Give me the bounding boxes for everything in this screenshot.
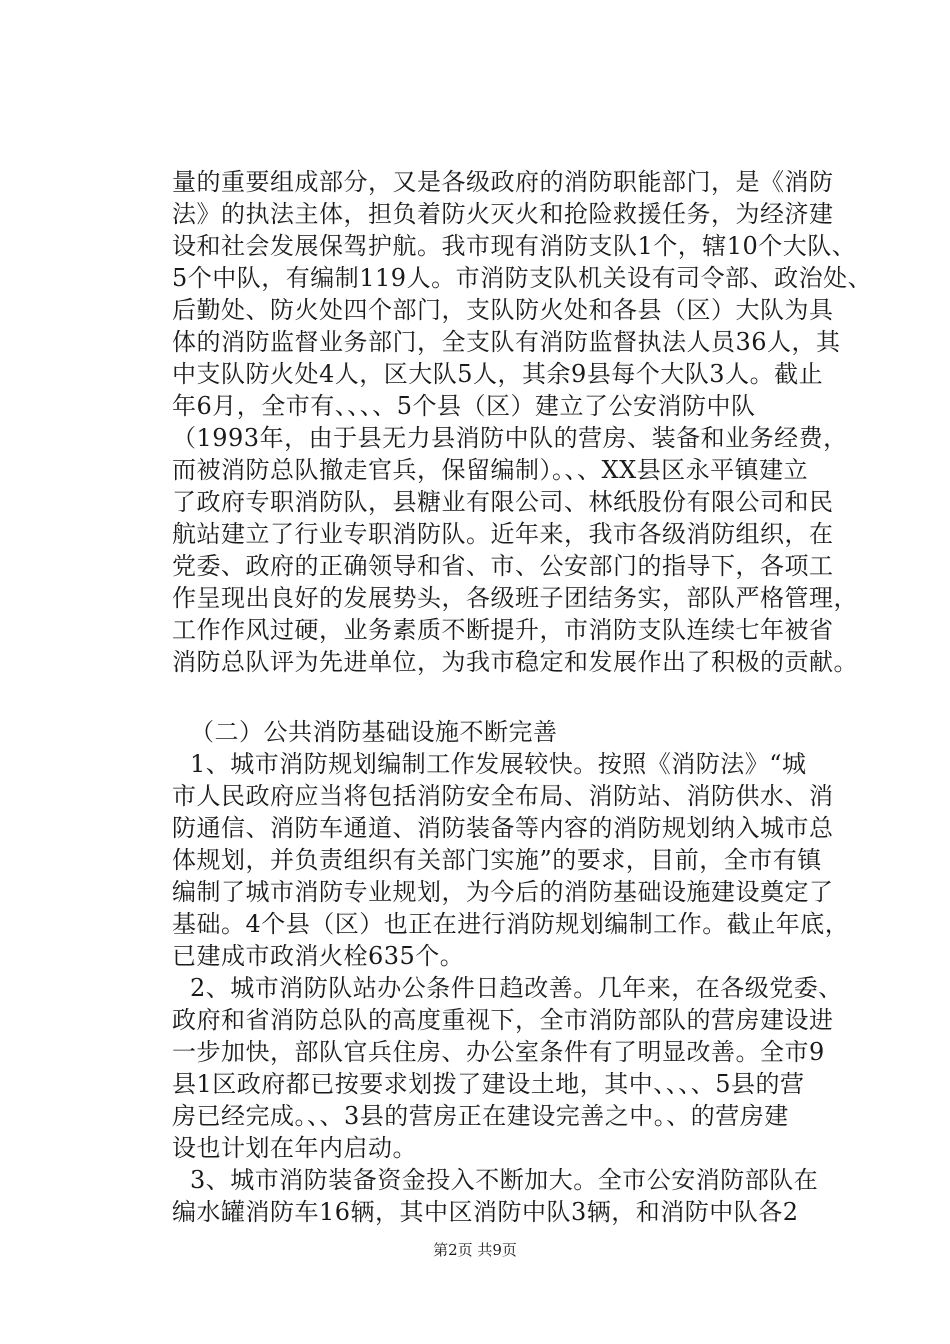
text-line: 设也计划在年内启动。 — [172, 1134, 417, 1162]
text-line: 政府和省消防总队的高度重视下，全市消防部队的营房建设进 — [172, 1006, 834, 1034]
text-line: 一步加快，部队官兵住房、办公室条件有了明显改善。全市9 — [172, 1038, 825, 1066]
text-line: 作呈现出良好的发展势头，各级班子团结务实，部队严格管理， — [172, 584, 858, 612]
paragraph-organization — [172, 166, 873, 678]
text-line: 市人民政府应当将包括消防安全布局、消防站、消防供水、消 — [172, 782, 834, 810]
text-line: 后勤处、防火处四个部门，支队防火处和各县（区）大队为具 — [172, 296, 834, 324]
text-line: 工作作风过硬，业务素质不断提升，市消防支队连续七年被省 — [172, 616, 834, 644]
page-footer: 第2页 共9页 — [433, 1241, 517, 1259]
paragraph-infrastructure — [172, 748, 850, 1228]
text-line: 县1区政府都已按要求划拨了建设土地，其中、、、、5县的营 — [172, 1070, 805, 1098]
text-line: 中支队防火处4人，区大队5人，其余9县每个大队3人。截止 — [172, 360, 824, 388]
text-line: 党委、政府的正确领导和省、市、公安部门的指导下，各项工 — [172, 552, 834, 580]
text-line: 编水罐消防车16辆，其中区消防中队3辆，和消防中队各2 — [172, 1198, 799, 1226]
text-line: （1993年，由于县无力县消防中队的营房、装备和业务经费， — [172, 424, 848, 452]
text-line: 防通信、消防车通道、消防装备等内容的消防规划纳入城市总 — [172, 814, 834, 842]
text-line: 3、城市消防装备资金投入不断加大。全市公安消防部队在 — [190, 1166, 819, 1194]
text-line: 设和社会发展保驾护航。我市现有消防支队1个，辖10个大队、 — [172, 232, 857, 260]
text-line: 基础。4个县（区）也正在进行消防规划编制工作。截止年底， — [172, 910, 850, 938]
text-line: 年6月，全市有、、、、5个县（区）建立了公安消防中队 — [172, 392, 756, 420]
text-line: 5个中队，有编制119人。市消防支队机关设有司令部、政治处、 — [172, 264, 873, 292]
text-line: 房已经完成。、、3县的营房正在建设完善之中。、的营房建 — [172, 1102, 789, 1130]
text-line: 量的重要组成部分，又是各级政府的消防职能部门，是《消防 — [172, 168, 834, 196]
text-line: 1、城市消防规划编制工作发展较快。按照《消防法》“城 — [190, 750, 807, 778]
text-line: 了政府专职消防队，县糖业有限公司、林纸股份有限公司和民 — [172, 488, 834, 516]
text-line: 而被消防总队撤走官兵，保留编制）。、、XX县区永平镇建立 — [172, 456, 809, 484]
text-line: 消防总队评为先进单位，为我市稳定和发展作出了积极的贡献。 — [172, 648, 858, 676]
text-line: 法》的执法主体，担负着防火灭火和抢险救援任务，为经济建 — [172, 200, 834, 228]
text-line: 体规划，并负责组织有关部门实施”的要求，目前，全市有镇 — [172, 846, 822, 874]
text-line: 体的消防监督业务部门，全支队有消防监督执法人员36人，其 — [172, 328, 841, 356]
text-line: 已建成市政消火栓635个。 — [172, 942, 465, 970]
text-line: 编制了城市消防专业规划，为今后的消防基础设施建设奠定了 — [172, 878, 834, 906]
section-heading: （二）公共消防基础设施不断完善 — [190, 718, 558, 746]
text-line: 2、城市消防队站办公条件日趋改善。几年来，在各级党委、 — [190, 974, 843, 1002]
paragraph-gap — [172, 678, 792, 716]
text-line: 航站建立了行业专职消防队。近年来，我市各级消防组织，在 — [172, 520, 834, 548]
document-body — [172, 166, 873, 1228]
